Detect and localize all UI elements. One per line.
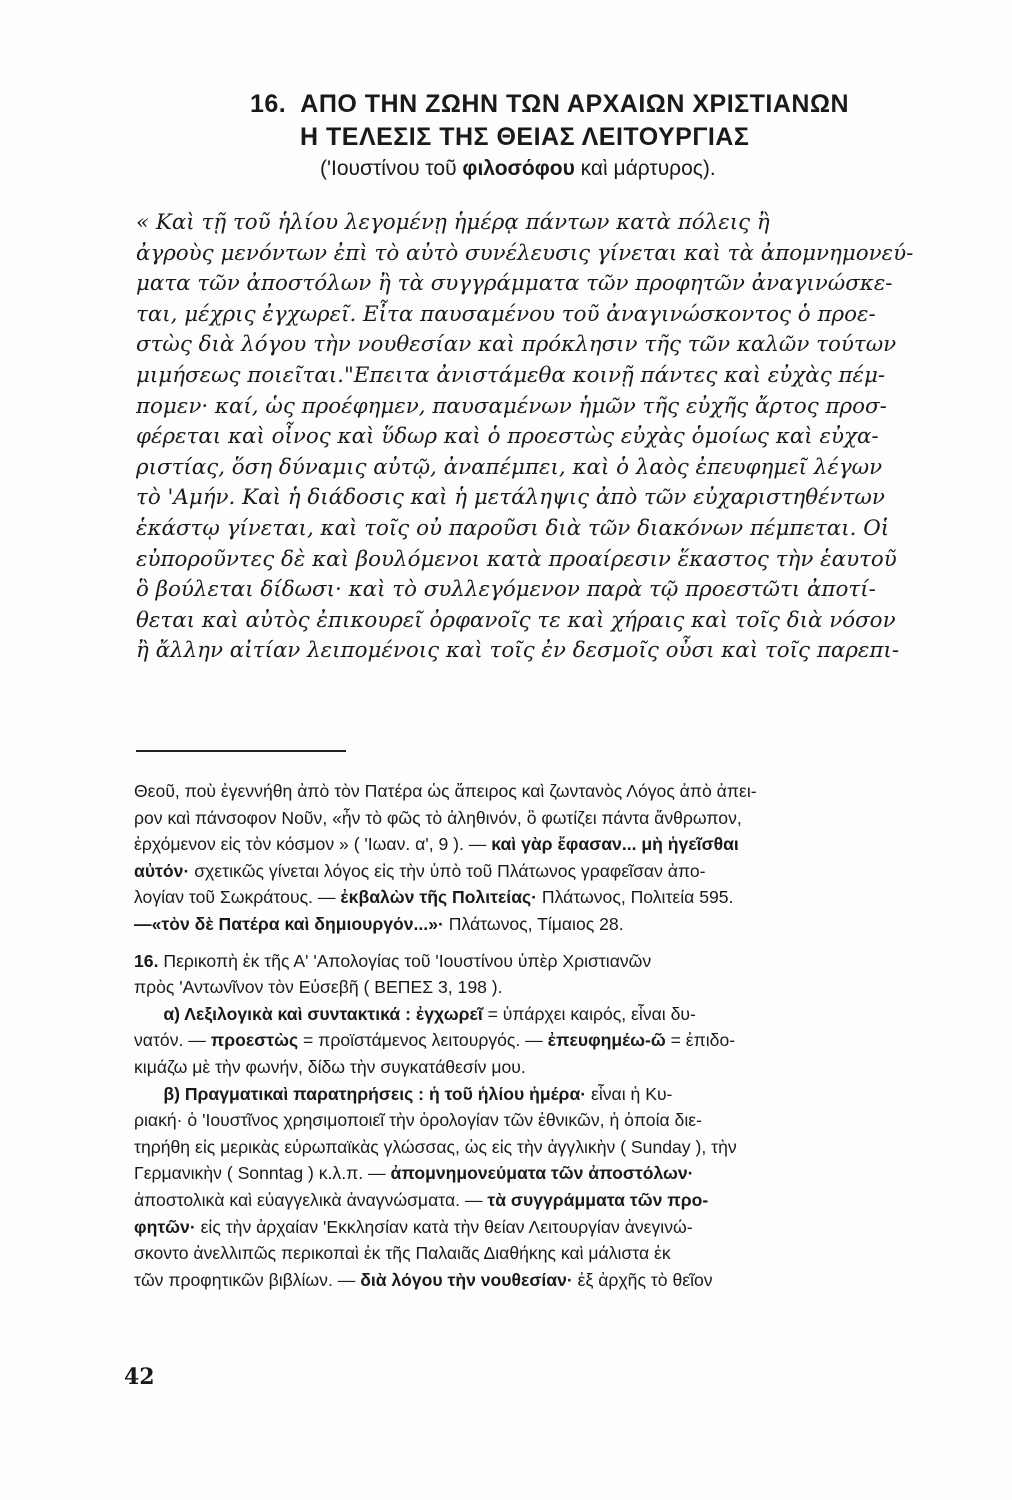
footnote-line	[134, 805, 980, 832]
bold-run: ἐκβαλὼν τῆς Πολιτείας·	[340, 887, 538, 908]
passage-line: ὃ βούλεται δίδωσι· καὶ τὸ συλλεγόμενον παρὰ τῷ προεστῶτι ἀποτί-	[136, 577, 876, 603]
text-run: Πλάτωνος, Τίμαιος 28.	[443, 913, 624, 934]
passage-line: φέρεται καὶ οἶνος καὶ ὕδωρ καὶ ὁ προεστὼς εὐχὰς ὁμοίως καὶ εὐχα-	[136, 424, 879, 450]
bold-run: β) Πραγματικαὶ παρατηρήσεις :	[134, 1083, 425, 1104]
passage-line: « Καὶ τῇ τοῦ ἡλίου λεγομένῃ ἡμέρᾳ πάντων κατὰ πόλεις ἢ	[136, 210, 770, 235]
note-line	[134, 948, 980, 975]
text-run: = ἐπιδο-	[665, 1030, 736, 1051]
bold-run: τὰ συγγράμματα τῶν προ-	[487, 1189, 709, 1210]
text-run: τῶν προφητικῶν βιβλίων. —	[134, 1269, 361, 1290]
passage-line: ματα τῶν ἀποστόλων ἢ τὰ συγγράμματα τῶν προφητῶν ἀναγινώσκε-	[136, 271, 893, 297]
footnote-line	[134, 911, 980, 938]
text-run: ἐξ ἀρχῆς τὸ θεῖον	[572, 1269, 713, 1290]
text-run: νατόν. —	[134, 1030, 211, 1051]
subtitle-close: καὶ μάρτυρος).	[574, 157, 716, 180]
text-run: κιμάζω μὲ τὴν φωνήν, δίδω τὴν συγκατάθεσίν μου.	[134, 1056, 526, 1077]
text-run: εἶναι ἡ Κυ-	[586, 1083, 673, 1104]
note-line	[134, 1081, 980, 1108]
passage-line: μιμήσεως ποιεῖται."Επειτα ἀνιστάμεθα κοινῇ πάντες καὶ εὐχὰς πέμ-	[136, 362, 886, 388]
passage-line: θεται καὶ αὐτὸς ἐπικουρεῖ ὀρφανοῖς τε καὶ χήραις καὶ τοῖς διὰ νόσον	[136, 607, 896, 633]
text-run: = προϊστάμενος λειτουργός. —	[298, 1030, 548, 1051]
bold-run: διὰ λόγου τὴν νουθεσίαν·	[360, 1269, 573, 1290]
note-line	[134, 1027, 980, 1054]
bold-run: καὶ γὰρ ἔφασαν... μὴ ἡγεῖσθαι	[491, 834, 739, 855]
subtitle-open: ('Ιουστίνου τοῦ	[320, 157, 463, 180]
text-run: Πλάτωνος, Πολιτεία 595.	[537, 887, 734, 908]
passage-line: ἀγροὺς μενόντων ἐπὶ τὸ αὐτὸ συνέλευσις γίνεται καὶ τὰ ἀπομνημονεύ-	[136, 240, 914, 266]
passage-line: τὸ 'Αμήν. Καὶ ἡ διάδοσις καὶ ἡ μετάληψις ἀπὸ τῶν εὐχαριστηθέντων	[136, 485, 885, 511]
text-run: Περικοπὴ ἐκ τῆς Α' 'Απολογίας τοῦ 'Ιουστίνου ὑπὲρ Χριστιανῶν	[158, 950, 652, 971]
text-run: ριακή· ὁ 'Ιουστῖνος χρησιμοποιεῖ τὴν ὁρολογίαν τῶν ἐθνικῶν, ἡ ὁποία διε-	[134, 1110, 702, 1131]
note-line	[134, 1214, 980, 1241]
bold-run: ἡ τοῦ ἡλίου ἡμέρα·	[428, 1083, 587, 1104]
footnote-line	[134, 831, 980, 858]
bold-run: ἐγχωρεῖ	[415, 1003, 483, 1024]
passage-line: ριστίας, ὅση δύναμις αὐτῷ, ἀναπέμπει, καὶ ὁ λαὸς ἐπευφημεῖ λέγων	[136, 454, 883, 480]
text-run: τηρήθη εἰς μερικὰς εὐρωπαϊκὰς γλώσσας, ὡς εἰς τὴν ἀγγλικὴν ( Sunday ), τὴν	[134, 1136, 737, 1157]
text-run: πρὸς 'Αντωνῖνον τὸν Εὐσεβῆ ( ΒΕΠΕΣ 3, 198 ).	[134, 977, 503, 998]
notes-gap	[134, 938, 980, 948]
bold-run: —«τὸν δὲ Πατέρα καὶ δημιουργόν...»·	[134, 913, 444, 934]
bold-run: αὐτόν·	[134, 860, 190, 881]
bold-run: φητῶν·	[134, 1216, 196, 1237]
passage-line: πομεν· καί, ὡς προέφημεν, παυσαμένων ἡμῶν τῆς εὐχῆς ἄρτος προσ-	[136, 393, 887, 419]
text-run: ἐρχόμενον εἰς τὸν κόσμον » ( 'Ιωαν. α', 9 ). —	[134, 834, 492, 855]
bold-run: ἀπομνημονεύματα τῶν ἀποστόλων·	[390, 1163, 694, 1184]
footnote-line	[134, 778, 980, 805]
main-passage	[136, 208, 978, 667]
text-run: λογίαν τοῦ Σωκράτους. —	[134, 887, 341, 908]
chapter-title-line1	[250, 88, 890, 121]
note-line	[134, 974, 980, 1001]
continued-footnote	[134, 778, 980, 938]
bold-run: 16.	[134, 950, 159, 971]
bold-run: ἐπευφημέω-ῶ	[547, 1030, 666, 1051]
note-line	[134, 1160, 980, 1187]
note-line	[134, 1107, 980, 1134]
page-number: 42	[124, 1364, 155, 1390]
notes-section	[134, 778, 980, 1293]
bold-run: προεστὼς	[210, 1030, 299, 1051]
note-line	[134, 1187, 980, 1214]
text-run: σκοντο ἀνελλιπῶς περικοπαὶ ἐκ τῆς Παλαιᾶς Διαθήκης καὶ μάλιστα ἐκ	[134, 1243, 671, 1264]
passage-line: ἑκάστῳ γίνεται, καὶ τοῖς οὐ παροῦσι διὰ τῶν διακόνων πέμπεται. Οἱ	[136, 515, 890, 541]
footnote-divider	[136, 750, 346, 752]
note-line	[134, 1054, 980, 1081]
chapter-subtitle	[250, 154, 890, 184]
passage-line: ται, μέχρις ἐγχωρεῖ. Εἶτα παυσαμένου τοῦ ἀναγινώσκοντος ὁ προε-	[136, 301, 876, 327]
text-run: Γερμανικὴν ( Sonntag ) κ.λ.π. —	[134, 1163, 391, 1184]
bold-run: α) Λεξιλογικὰ καὶ συντακτικά :	[134, 1003, 411, 1024]
note-line	[134, 1134, 980, 1161]
text-run: εἰς τὴν ἀρχαίαν 'Εκκλησίαν κατὰ τὴν θείαν Λειτουργίαν ἀνεγινώ-	[195, 1216, 693, 1237]
note-line	[134, 1001, 980, 1028]
note-line	[134, 1240, 980, 1267]
footnote-line	[134, 884, 980, 911]
passage-line: στὼς διὰ λόγου τὴν νουθεσίαν καὶ πρόκλησιν τῆς τῶν καλῶν τούτων	[136, 332, 897, 358]
chapter-notes	[134, 948, 980, 1294]
chapter-number: 16.	[250, 90, 287, 118]
chapter-heading	[250, 88, 890, 184]
note-line	[134, 1267, 980, 1294]
passage-line: ἢ ἄλλην αἰτίαν λειπομένοις καὶ τοῖς ἐν δεσμοῖς οὖσι καὶ τοῖς παρεπι-	[136, 638, 900, 664]
passage-line: εὐποροῦντες δὲ καὶ βουλόμενοι κατὰ προαίρεσιν ἕκαστος τὴν ἑαυτοῦ	[136, 546, 897, 572]
chapter-title-text: ΑΠΟ ΤΗΝ ΖΩΗΝ ΤΩΝ ΑΡΧΑΙΩΝ ΧΡΙΣΤΙΑΝΩΝ	[300, 90, 850, 118]
text-run: Θεοῦ, ποὺ ἐγεννήθη ἀπὸ τὸν Πατέρα ὡς ἄπειρος καὶ ζωντανὸς Λόγος ἀπὸ ἀπει-	[134, 781, 757, 801]
subtitle-bold: φιλοσόφου	[462, 157, 575, 180]
text-run: ρον καὶ πάνσοφον Νοῦν, «ἦν τὸ φῶς τὸ ἀληθινόν, ὃ φωτίζει πάντα ἄνθρωπον,	[134, 807, 742, 828]
chapter-title-line2: Η ΤΕΛΕΣΙΣ ΤΗΣ ΘΕΙΑΣ ΛΕΙΤΟΥΡΓΙΑΣ	[300, 123, 750, 151]
text-run: ἀποστολικὰ καὶ εὐαγγελικὰ ἀναγνώσματα. —	[134, 1189, 488, 1210]
text-run: = ὑπάρχει καιρός, εἶναι δυ-	[482, 1003, 696, 1024]
text-run: σχετικῶς γίνεται λόγος εἰς τὴν ὑπὸ τοῦ Πλάτωνος γραφεῖσαν ἀπο-	[189, 860, 706, 881]
footnote-line	[134, 858, 980, 885]
